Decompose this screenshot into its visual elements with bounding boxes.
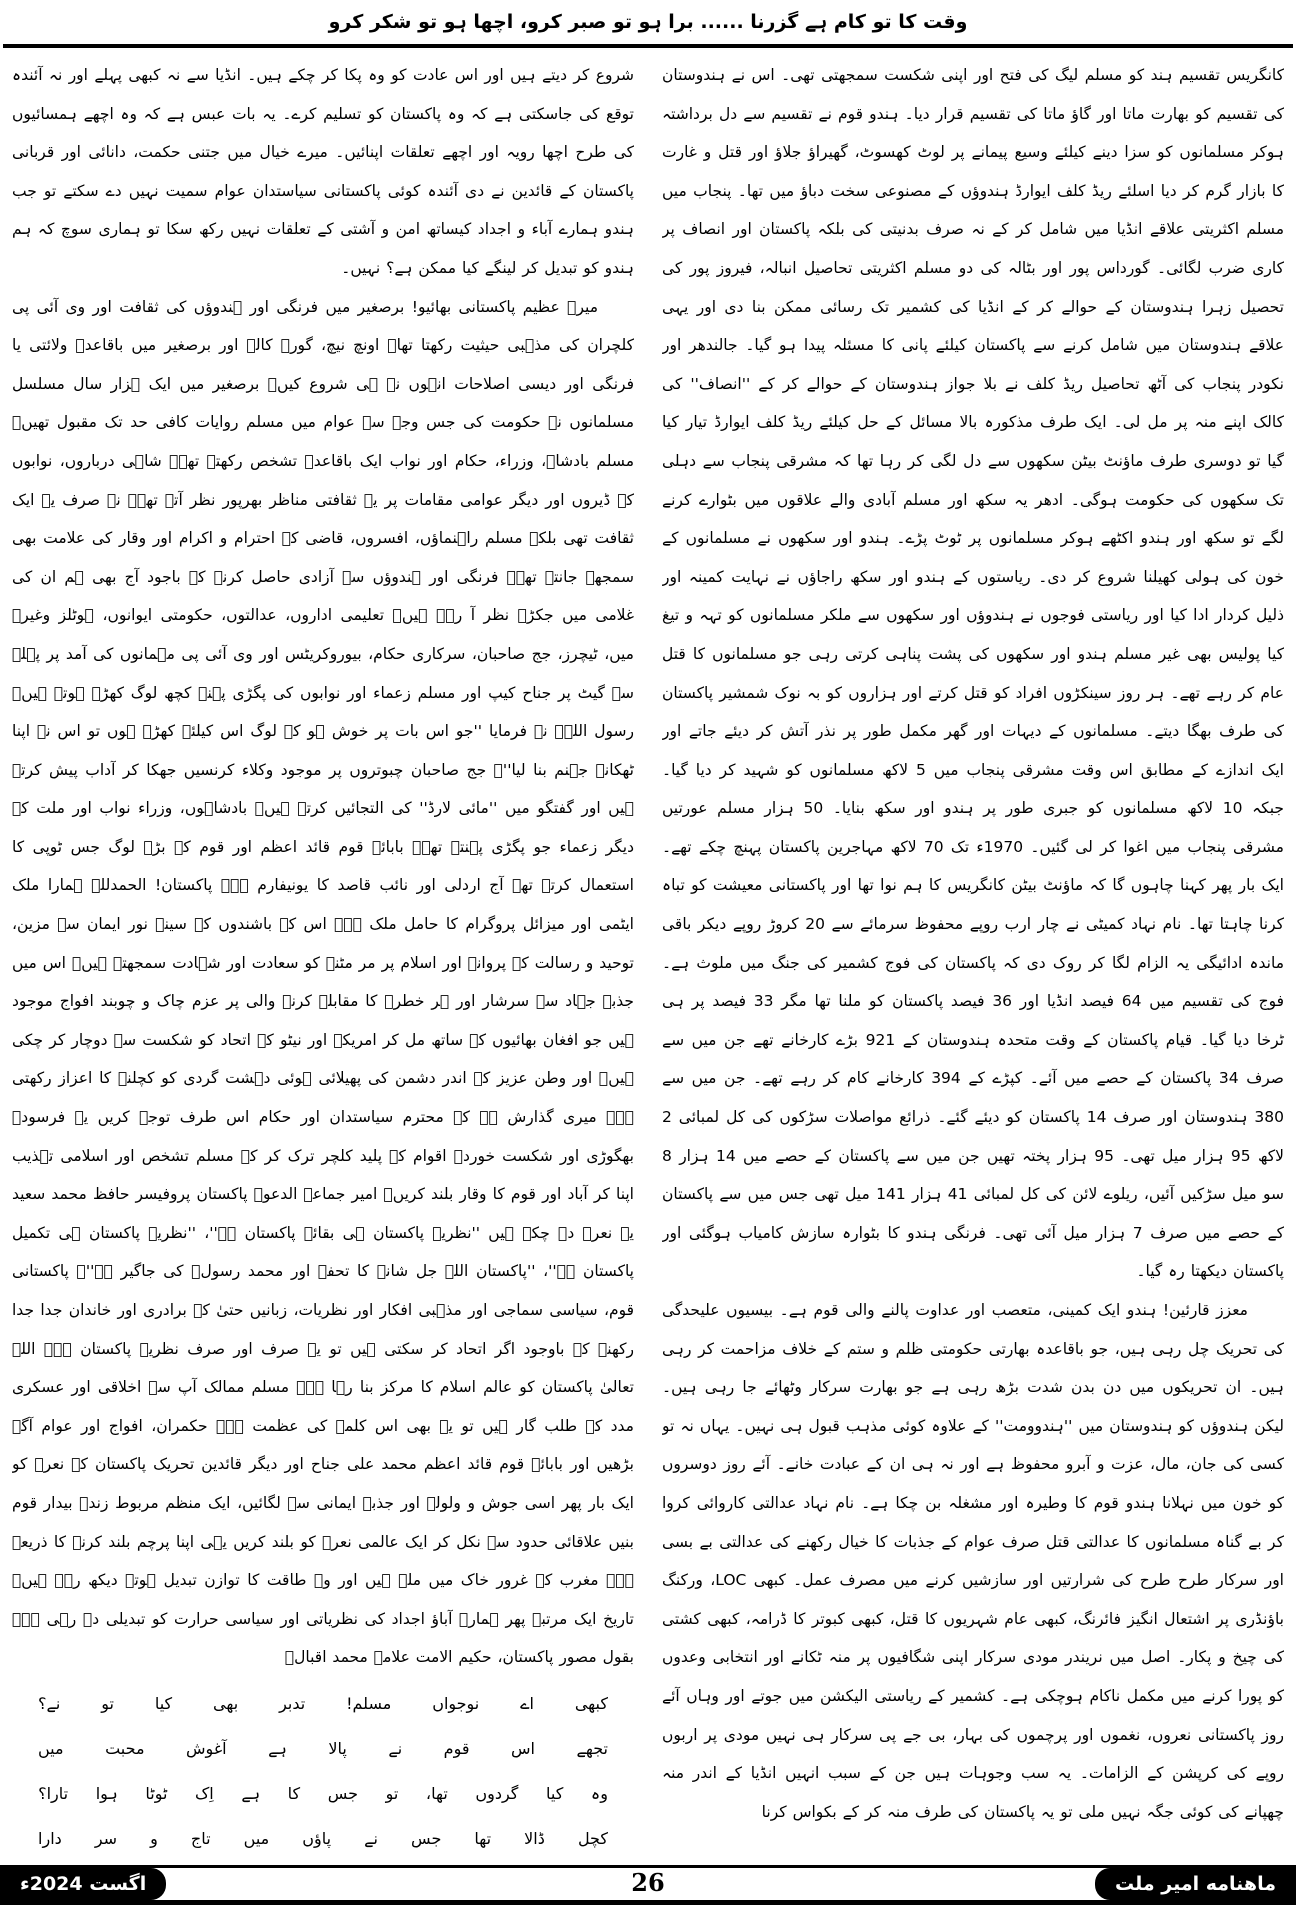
magazine-title-badge: ماهنامه امیر ملت bbox=[1095, 1868, 1296, 1900]
poem-line: کچل ڈالا تھا جس نے پاؤں میں تاج و سر دارا bbox=[38, 1828, 608, 1848]
page-number: 26 bbox=[631, 1868, 665, 1897]
article-paragraph: شروع کر دیتے ہیں اور اس عادت کو وہ پکا کر چکے ہیں۔ انڈیا سے نہ کبھی پہلے اور نہ آئندہ توقع کی جاسکتی ہے کہ وہ پاکستان کو تسلیم کرے۔ یہ بات عبس ہے کہ وہ اچھے ہمسائیوں کی طرح اچھا رویہ اور اچھے تعلقات اپنائیں۔ میرے خیال میں جتنی حکمت، دانائی اور قربانی پاکستان کے قائدین نے دی آئندہ کوئی پاکستانی سیاستدان عوام سمیت نہیں دے سکتے تو جب ہندو ہمارے آباء و اجداد کیساتھ امن و آشتی کے تعلقات نہیں رکھ سکا تو ہماری سوچ کہ ہم ہندو کو تبدیل کر لینگے کیا ممکن ہے؟ نہیں۔ bbox=[12, 66, 634, 277]
article-body bbox=[0, 48, 1296, 1854]
month-badge: اگست 2024ء bbox=[0, 1868, 166, 1900]
page-header bbox=[0, 0, 1296, 44]
poem-line: تجھے اس قوم نے پالا ہے آغوش محبت میں bbox=[38, 1738, 608, 1758]
article-column-left bbox=[12, 56, 634, 1854]
poem-line: کبھی اے نوجواں مسلم! تدبر بھی کیا تو نے؟ bbox=[38, 1693, 608, 1713]
article-paragraph: کانگریس تقسیم ہند کو مسلم لیگ کی فتح اور اپنی شکست سمجھتی تھی۔ اس نے ہندوستان کی تقسیم کو بھارت ماتا اور گاؤ ماتا کی تقسیم قرار دیا۔ ہندو قوم نے تقسیم سے دل برداشتہ ہوکر مسلمانوں کو سزا دینے کیلئے وسیع پیمانے پر لوٹ کھسوٹ، گھیراؤ جلاؤ اور قتل و غارت کا بازار گرم کر دیا اسلئے ریڈ کلف ایوارڈ ہندوؤں کے مصنوعی سخت دباؤ میں تھا۔ پنجاب میں مسلم اکثریتی علاقے انڈیا میں شامل کر کے نہ صرف بدنیتی کی بلکہ پاکستان اور انصاف پر کاری ضرب لگائی۔ گورداس پور اور بٹالہ کی دو مسلم اکثریتی تحاصیل انبالہ، فیروز پور کی تحصیل زہرا ہندوستان کے حوالے کر کے انڈیا کی کشمیر تک رسائی ممکن بنا دی اور یہی علاقے ہندوستان میں شامل کرنے سے پاکستان کیلئے پانی کا مسئلہ پیدا ہو گیا۔ جالندھر اور نکودر پنجاب کی آٹھ تحاصیل ریڈ کلف نے بلا جواز ہندوستان کے حوالے کر کے ''انصاف'' کی کالک اپنے منہ پر مل لی۔ ایک طرف مذکورہ بالا مسائل کے حل کیلئے ریڈ کلف ایوارڈ تیار کیا گیا تو دوسری طرف ماؤنٹ بیٹن سکھوں سے دل لگی کر رہا تھا کہ مشرقی پنجاب سے دہلی تک سکھوں کی حکومت ہوگی۔ ادھر یہ سکھ اور مسلم آبادی والے علاقوں میں بٹوارے کرنے لگے تو سکھ اور ہندو اکٹھے ہوکر مسلمانوں پر ٹوٹ پڑے۔ ہندو اور سکھوں نے مسلمانوں کے خون کی ہولی کھیلنا شروع کر دی۔ ریاستوں کے ہندو اور سکھ راجاؤں نے نہایت کمینہ اور ذلیل کردار ادا کیا اور ریاستی فوجوں نے ہندوؤں اور سکھوں سے ملکر مسلمانوں کو تہہ و تیغ کیا پولیس بھی غیر مسلم ہندو اور سکھوں کی پشت پناہی کرتی رہی جو مسلمانوں کا قتل عام کر رہے تھے۔ ہر روز سینکڑوں افراد کو قتل کرتے اور ہزاروں کو بہ نوک شمشیر پاکستان کی طرف بھگا دیتے۔ مسلمانوں کے دیہات اور گھر مکمل طور پر نذر آتش کر دیئے جاتے اور ایک اندازے کے مطابق اس وقت مشرقی پنجاب میں 5 لاکھ مسلمانوں کو شہید کر دیا گیا۔ جبکہ 10 لاکھ مسلمانوں کو جبری طور پر ہندو اور سکھ بنایا۔ 50 ہزار مسلم عورتیں مشرقی پنجاب میں اغوا کر لی گئیں۔ 1970ء تک 70 لاکھ مہاجرین پاکستان پہنچ چکے تھے۔ ایک بار پھر کہنا چاہوں گا کہ ماؤنٹ بیٹن کانگریس کا ہم نوا تھا اور پاکستانی معیشت کو تباہ کرنا چاہتا تھا۔ نام نہاد کمیٹی نے چار ارب روپے محفوظ سرمائے سے 20 کروڑ روپے دیکر باقی ماندہ ادائیگی یہ الزام لگا کر روک دی کہ پاکستان کی فوج کشمیر کی جنگ میں ملوث ہے۔ فوج کی تقسیم میں 64 فیصد انڈیا اور 36 فیصد پاکستان کو ملنا تھا مگر 33 فیصد پر ہی ٹرخا دیا گیا۔ قیام پاکستان کے وقت متحدہ ہندوستان کے 921 بڑے کارخانے تھے جن میں سے صرف 34 پاکستان کے حصے میں آئے۔ کپڑے کے 394 کارخانے کام کر رہے تھے۔ جن میں سے 380 ہندوستان اور صرف 14 پاکستان کو دیئے گئے۔ ذرائع مواصلات سڑکوں کی کل لمبائی 2 لاکھ 95 ہزار میل تھی۔ 95 ہزار پختہ تھیں جن میں سے پاکستان کے حصے میں 14 ہزار 8 سو میل سڑکیں آئیں، ریلوے لائن کی کل لمبائی 41 ہزار 141 میل تھی جس میں سے پاکستان کے حصے میں صرف 7 ہزار میل آئی تھی۔ فرنگی ہندو کا بٹوارہ سازش کامیاب ہوگئی اور پاکستان دیکھتا رہ گیا۔ bbox=[662, 66, 1284, 1281]
poem-line: وہ کیا گردوں تھا، تو جس کا ہے اِک ٹوٹا ہوا تارا؟ bbox=[38, 1783, 608, 1803]
article-column-right bbox=[662, 56, 1284, 1854]
page-footer bbox=[0, 1865, 1296, 1905]
article-paragraph: معزز قارئین! ہندو ایک کمینی، متعصب اور عداوت پالنے والی قوم ہے۔ بیسیوں علیحدگی کی تحریک چل رہی ہیں، جو باقاعدہ بھارتی حکومتی ظلم و ستم کے خلاف مزاحمت کر رہی ہیں۔ ان تحریکوں میں دن بدن شدت بڑھ رہی ہے جو بھارت سرکار وٹھائے جا رہی ہیں۔ لیکن ہندوؤں کو ہندوستان میں ''ہندوومت'' کے علاوہ کوئی مذہب قبول ہی نہیں۔ یہاں نہ تو کسی کی جان، مال، عزت و آبرو محفوظ ہے اور نہ ہی ان کے عبادت خانے۔ آئے روز دوسروں کو خون میں نہلانا ہندو قوم کا وطیرہ اور مشغلہ بن چکا ہے۔ نام نہاد عدالتی کاروائی کروا کر بے گناہ مسلمانوں کا عدالتی قتل صرف عوام کے جذبات کا خیال رکھنے کی عدالتی بے بسی اور سرکار طرح طرح کی شرارتیں اور سازشیں کرنے میں مصرف عمل۔ کبھی LOC، ورکنگ باؤنڈری پر اشتعال انگیز فائرنگ، کبھی عام شہریوں کا قتل، کبھی کبوتر کا ڈرامہ، کبھی کشتی کی چیخ و پکار۔ اصل میں نریندر مودی سرکار اپنی شگافیوں پر منہ ٹکانے اور انتخابی وعدوں کو پورا کرنے میں مکمل ناکام ہوچکی ہے۔ کشمیر کے ریاستی الیکشن میں جوتے اور وہاں آئے روز پاکستانی نعروں، نغموں اور پرچموں کی بہار، بی جے پی سرکار ہی نہیں مودی پر اربوں روپے کی کرپشن کے الزامات۔ یہ سب وجوہات ہیں جن کے سبب انہیں انڈیا کے اندر منہ چھپانے کی کوئی جگہ نہیں ملی تو یہ پاکستان کی طرف منہ کر کے بکواس کرنا bbox=[662, 1301, 1284, 1821]
iqbal-poem bbox=[12, 1677, 634, 1854]
header-motto: وقت کا تو کام ہے گزرنا ...... برا ہو تو صبر کرو، اچھا ہو تو شکر کرو bbox=[328, 11, 968, 33]
article-paragraph: میرے عظیم پاکستانی بھائیو! برصغیر میں فرنگی اور ہندوؤں کی ثقافت اور وی آئی پی کلچران کی مذہبی حیثیت رکھتا تھا۔ اونچ نیچ، گورے کالے اور برصغیر میں باقاعدہ ولائتی یا فرنگی اور دیسی اصلاحات انہوں نے ہی شروع کیں۔ برصغیر میں ایک ہزار سال مسلسل مسلمانوں نے حکومت کی جس وجہ سے عوام میں مسلم روایات کافی حد تک مقبول تھیں۔ مسلم بادشاہ، وزراء، حکام اور نواب ایک باقاعدہ تشخص رکھتے تھے۔ شاہی درباروں، نوابوں کے ڈیروں اور دیگر عوامی مقامات پر یہ ثقافتی مناظر بھرپور نظر آتے تھے۔ نہ صرف یہ ایک ثقافت تھی بلکہ مسلم راہنماؤں، افسروں، قاضی کے احترام و اکرام اور وقار کی علامت بھی سمجھے جانتے تھے۔ فرنگی اور ہندوؤں سے آزادی حاصل کرنے کے باجود آج بھی ہم ان کی غلامی میں جکڑے نظر آ رہے ہیں۔ تعلیمی اداروں، عدالتوں، حکومتی ایوانوں، ہوٹلز وغیرہ میں، ٹیچرز، جج صاحبان، سرکاری حکام، بیوروکریٹس اور وی آئی پی مہمانوں کی آمد پر پہلے سے گیٹ پر جناح کیپ اور مسلم زعماء اور نوابوں کی پگڑی پہنے کچھ لوگ کھڑے ہوتے ہیں۔ رسول اللہﷺ نے فرمایا ''جو اس بات پر خوش ہو کہ لوگ اس کیلئے کھڑے ہوں تو اس نے اپنا ٹھکانہ جہنم بنا لیا''۔ جج صاحبان چبوتروں پر موجود وکلاء کرنسیں جھکا کر آداب پیش کرتے ہیں اور گفتگو میں ''مائی لارڈ'' کی التجائیں کرتے ہیں۔ بادشاہوں، وزراء نواب اور ملت کے دیگر زعماء جو پگڑی پہنتے تھے۔ بابائے قوم قائد اعظم اور قوم کے بڑے لوگ جس ٹوپی کا استعمال کرتے تھے آج اردلی اور نائب قاصد کا یونیفارم ہے۔ پاکستان! الحمدللہ ہمارا ملک ایٹمی اور میزائل پروگرام کا حامل ملک ہے۔ اس کے باشندوں کے سینے نور ایمان سے مزین، توحید و رسالت کے پروانے اور اسلام پر مر مٹنے کو سعادت اور شہادت سمجھتے ہیں۔ اس میں جذبہ جہاد سے سرشار اور ہر خطرے کا مقابلہ کرنے والی پر عزم چاک و چوبند افواج موجود ہیں جو افغان بھائیوں کے ساتھ مل کر امریکہ اور نیٹو کے اتحاد کو شکست سے دوچار کر چکی ہیں۔ اور وطن عزیز کے اندر دشمن کی پھیلائی ہوئی دہشت گردی کو کچلنے کا اعزاز رکھتی ہے۔ میری گذارش ہے کہ محترم سیاستدان اور حکام اس طرف توجہ کریں یہ فرسودہ بھگوڑی اور شکست خوردہ اقوام کے پلید کلچر ترک کر کے مسلم تشخص اور اسلامی تہذیب اپنا کر آباد اور قوم کا وقار بلند کریں۔ امیر جماعۃ الدعوۃ پاکستان پروفیسر حافظ محمد سعید یہ نعرے دے چکے ہیں ''نظریہ پاکستان ہی بقائے پاکستان ہے''، ''نظریہ پاکستان ہی تکمیل پاکستان ہے''، ''پاکستان اللہ جل شانہ کا تحفہ اور محمد رسولﷺ کی جاگیر ہے''۔ پاکستانی قوم، سیاسی سماجی اور مذہبی افکار اور نظریات، زبانیں حتیٰ کہ برادری اور خاندان جدا جدا رکھنے کے باوجود اگر اتحاد کر سکتی ہیں تو یہ صرف اور صرف نظریہ پاکستان ہے۔ اللہ تعالیٰ پاکستان کو عالم اسلام کا مرکز بنا رہا ہے۔ مسلم ممالک آپ سے اخلاقی اور عسکری مدد کے طلب گار ہیں تو یہ بھی اس کلمہ کی عظمت ہے۔ حکمران، افواج اور عوام آگے بڑھیں اور بابائے قوم قائد اعظم محمد علی جناح اور دیگر قائدین تحریک پاکستان کے نعرہ کو ایک بار پھر اسی جوش و ولولہ اور جذبہ ایمانی سے لگائیں، ایک منظم مربوط زندہ بیدار قوم بنیں علاقائی حدود سے نکل کر ایک عالمی نعرہ کو بلند کریں یہی اپنا پرچم بلند کرنے کا ذریعہ ہے۔ مغرب کے غرور خاک میں ملے ہیں اور وہ طاقت کا توازن تبدیل ہوتے دیکھ رہے ہیں۔ تاریخ ایک مرتبہ پھر ہمارے آباؤ اجداد کی نظریاتی اور سیاسی حرارت کو تبدیلی دے رہی ہے۔ بقول مصور پاکستان، حکیم الامت علامہ محمد اقبالؒ bbox=[12, 297, 634, 1667]
